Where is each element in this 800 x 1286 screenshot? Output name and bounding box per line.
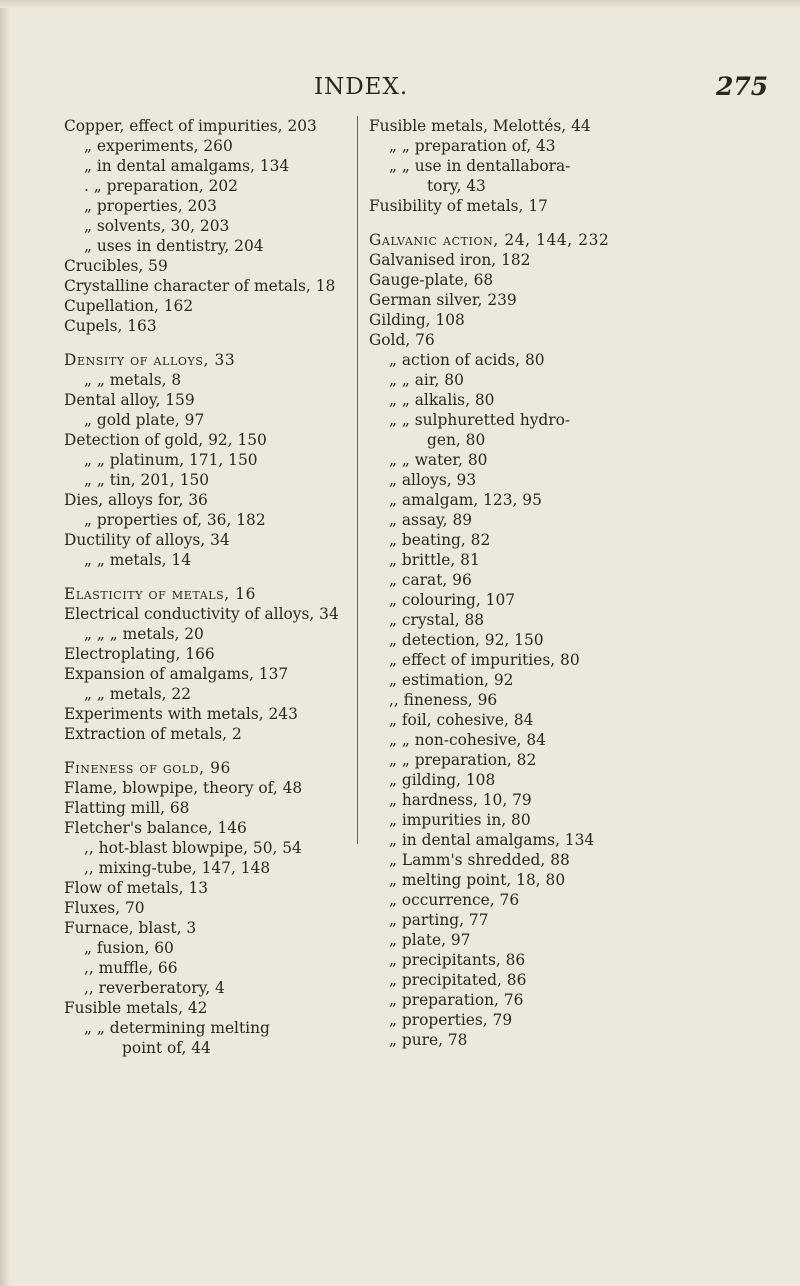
index-subentry: „ melting point, 18, 80	[389, 871, 566, 889]
index-subentry: „ detection, 92, 150	[389, 631, 544, 649]
index-subentry: „ „ metals, 22	[84, 685, 191, 703]
page-title: INDEX.	[314, 74, 409, 100]
index-entry: Dental alloy, 159	[64, 391, 195, 409]
index-subentry: „ carat, 96	[389, 571, 472, 589]
index-entry: Crucibles, 59	[64, 257, 168, 275]
top-edge-shadow	[0, 0, 800, 8]
index-subentry: „ pure, 78	[389, 1031, 468, 1049]
index-subentry: „ „ metals, 14	[84, 551, 191, 569]
index-subentry: „ properties, 203	[84, 197, 217, 215]
section-gap	[64, 744, 354, 758]
index-subentry: point of, 44	[122, 1039, 211, 1057]
index-entry: Flatting mill, 68	[64, 799, 190, 817]
column-divider	[357, 116, 358, 844]
index-entry: Elasticity of metals, 16	[64, 585, 257, 603]
index-subentry: „ beating, 82	[389, 531, 491, 549]
index-entry: Electroplating, 166	[64, 645, 215, 663]
index-subentry: „ hardness, 10, 79	[389, 791, 532, 809]
index-subentry: „ „ water, 80	[389, 451, 488, 469]
index-entry: Dies, alloys for, 36	[64, 491, 208, 509]
index-subentry: „ fusion, 60	[84, 939, 174, 957]
section-gap	[64, 570, 354, 584]
index-entry: Galvanised iron, 182	[369, 251, 531, 269]
index-subentry: „ „ tin, 201, 150	[84, 471, 210, 489]
index-subentry: „ alloys, 93	[389, 471, 477, 489]
index-subentry: ,, hot-blast blowpipe, 50, 54	[84, 839, 302, 857]
index-subentry: tory, 43	[427, 177, 486, 195]
index-subentry: „ experiments, 260	[84, 137, 233, 155]
index-subentry: „ brittle, 81	[389, 551, 480, 569]
index-subentry: „ „ sulphuretted hydro-	[389, 411, 571, 429]
index-subentry: „ „ alkalis, 80	[389, 391, 495, 409]
index-subentry: „ foil, cohesive, 84	[389, 711, 534, 729]
index-subentry: „ colouring, 107	[389, 591, 516, 609]
index-subentry: ,, reverberatory, 4	[84, 979, 225, 997]
index-entry: Copper, effect of impurities, 203	[64, 117, 317, 135]
index-entry: Flow of metals, 13	[64, 879, 209, 897]
index-entry: Galvanic action, 24, 144, 232	[369, 231, 610, 249]
page-header	[0, 74, 800, 104]
index-entry: Gilding, 108	[369, 311, 465, 329]
index-subentry: „ „ metals, 8	[84, 371, 182, 389]
index-subentry: „ estimation, 92	[389, 671, 514, 689]
index-subentry: „ „ „ metals, 20	[84, 625, 204, 643]
index-entry: Fineness of gold, 96	[64, 759, 231, 777]
index-entry: Fluxes, 70	[64, 899, 145, 917]
page-edge-shadow	[0, 0, 10, 1286]
index-entry: Gold, 76	[369, 331, 435, 349]
index-entry: Fletcher's balance, 146	[64, 819, 247, 837]
index-entry: Experiments with metals, 243	[64, 705, 298, 723]
index-entry: Flame, blowpipe, theory of, 48	[64, 779, 303, 797]
index-subentry: „ plate, 97	[389, 931, 471, 949]
index-entry: Fusible metals, 42	[64, 999, 208, 1017]
index-entry: German silver, 239	[369, 291, 517, 309]
index-subentry: „ precipitants, 86	[389, 951, 526, 969]
index-entry: Extraction of metals, 2	[64, 725, 242, 743]
index-subentry: . „ preparation, 202	[84, 177, 238, 195]
index-entry: Fusible metals, Melottés, 44	[369, 117, 591, 135]
section-gap	[369, 216, 669, 230]
index-subentry: gen, 80	[427, 431, 486, 449]
index-subentry: „ assay, 89	[389, 511, 473, 529]
index-subentry: „ „ non-cohesive, 84	[389, 731, 546, 749]
index-subentry: „ „ air, 80	[389, 371, 464, 389]
index-entry: Density of alloys, 33	[64, 351, 236, 369]
index-subentry: „ in dental amalgams, 134	[84, 157, 290, 175]
index-subentry: „ parting, 77	[389, 911, 489, 929]
index-entry: Ductility of alloys, 34	[64, 531, 230, 549]
index-right-column	[369, 116, 669, 1050]
index-subentry: ,, muffle, 66	[84, 959, 178, 977]
index-subentry: „ „ preparation of, 43	[389, 137, 556, 155]
index-subentry: „ „ platinum, 171, 150	[84, 451, 258, 469]
index-entry: Cupellation, 162	[64, 297, 194, 315]
index-subentry: „ properties, 79	[389, 1011, 513, 1029]
index-entry: Cupels, 163	[64, 317, 157, 335]
index-entry: Crystalline character of metals, 18	[64, 277, 336, 295]
index-subentry: „ amalgam, 123, 95	[389, 491, 542, 509]
index-left-column	[64, 116, 354, 1058]
index-subentry: „ occurrence, 76	[389, 891, 520, 909]
section-gap	[64, 336, 354, 350]
index-subentry: „ Lamm's shredded, 88	[389, 851, 570, 869]
index-subentry: „ impurities in, 80	[389, 811, 531, 829]
index-subentry: „ uses in dentistry, 204	[84, 237, 264, 255]
index-entry: Furnace, blast, 3	[64, 919, 197, 937]
index-subentry: „ effect of impurities, 80	[389, 651, 580, 669]
index-subentry: „ action of acids, 80	[389, 351, 545, 369]
index-subentry: ,, fineness, 96	[389, 691, 498, 709]
index-subentry: „ in dental amalgams, 134	[389, 831, 595, 849]
index-subentry: „ „ preparation, 82	[389, 751, 537, 769]
index-subentry: ,, mixing-tube, 147, 148	[84, 859, 271, 877]
index-subentry: „ gilding, 108	[389, 771, 496, 789]
index-subentry: „ preparation, 76	[389, 991, 524, 1009]
index-subentry: „ solvents, 30, 203	[84, 217, 230, 235]
index-entry: Gauge-plate, 68	[369, 271, 494, 289]
index-entry: Expansion of amalgams, 137	[64, 665, 289, 683]
index-entry: Fusibility of metals, 17	[369, 197, 548, 215]
index-entry: Detection of gold, 92, 150	[64, 431, 267, 449]
index-subentry: „ crystal, 88	[389, 611, 485, 629]
index-subentry: „ „ determining melting	[84, 1019, 270, 1037]
index-subentry: „ properties of, 36, 182	[84, 511, 266, 529]
index-subentry: „ gold plate, 97	[84, 411, 205, 429]
page-number: 275	[716, 72, 769, 101]
index-subentry: „ precipitated, 86	[389, 971, 527, 989]
index-subentry: „ „ use in dentallabora-	[389, 157, 571, 175]
index-entry: Electrical conductivity of alloys, 34	[64, 605, 339, 623]
